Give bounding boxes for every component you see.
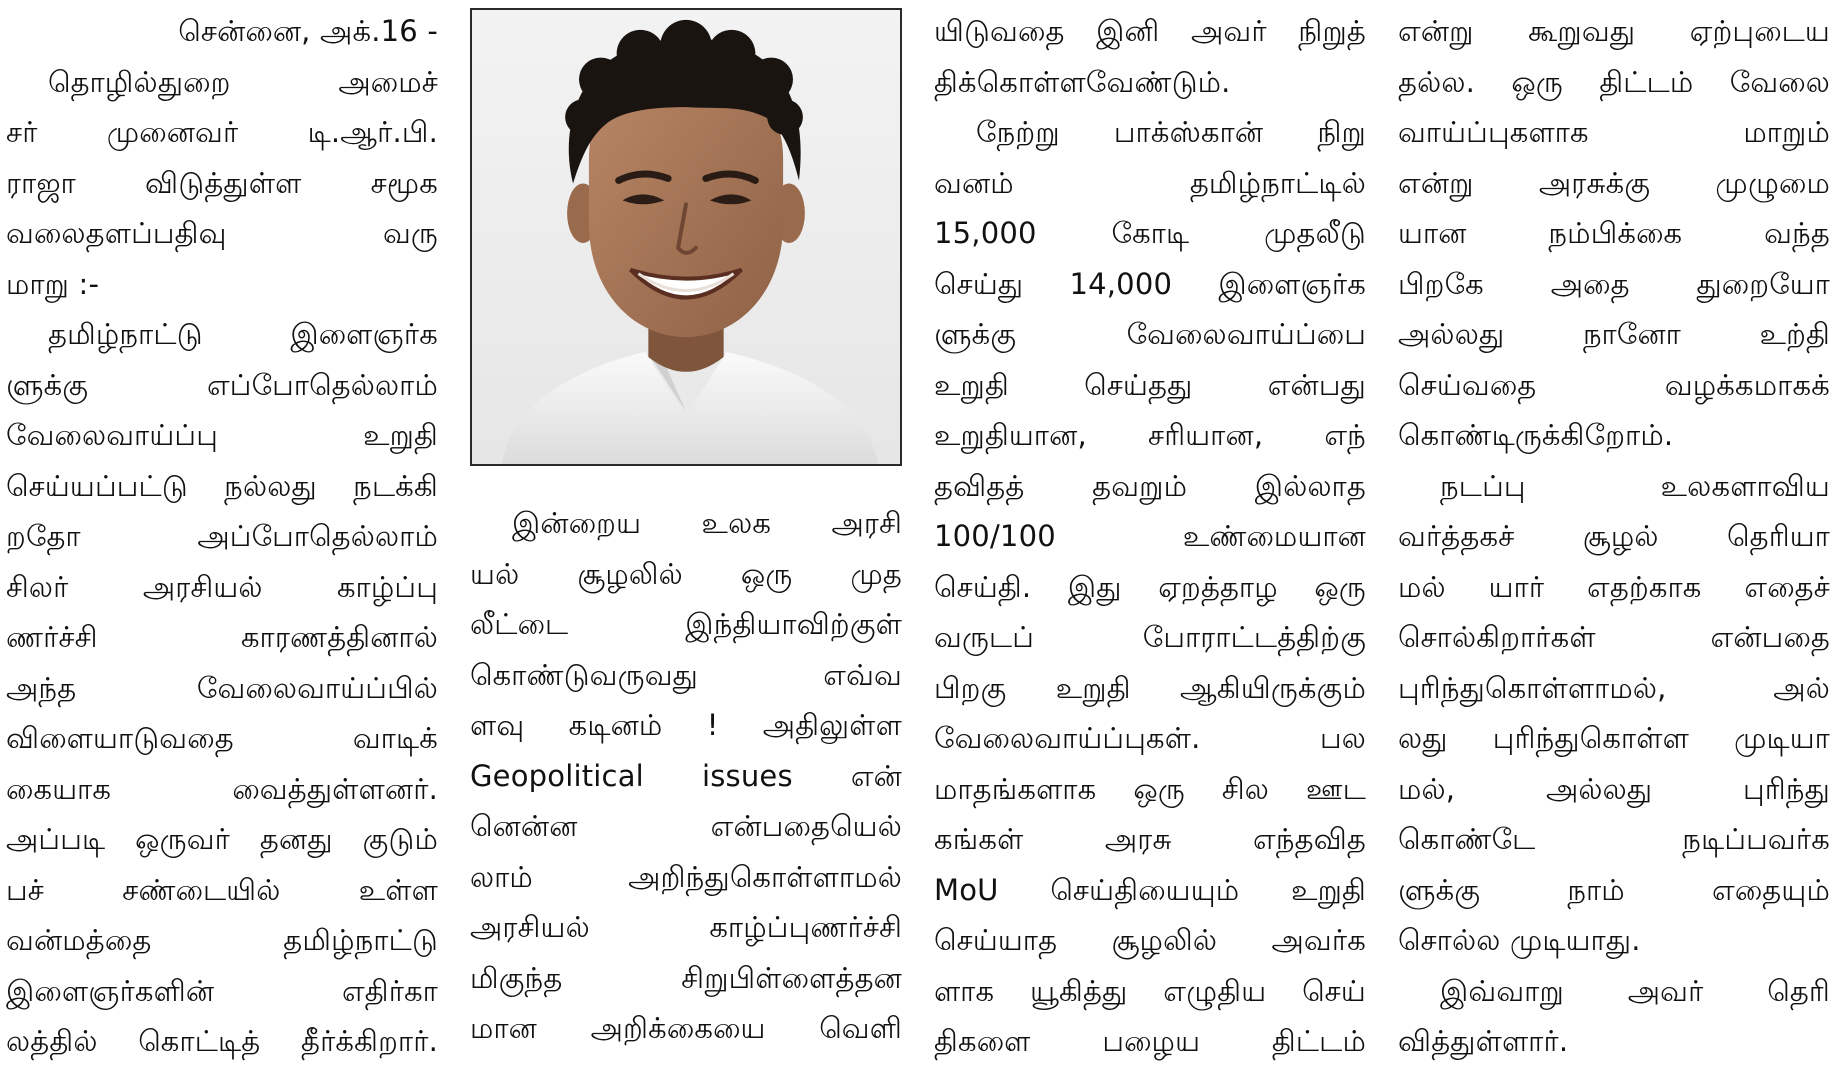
text-line: ளுக்கு எப்போதெல்லாம் (6, 367, 438, 402)
text-line: அல்லது நானோ உற்தி (1398, 317, 1830, 351)
text-line: சொல்ல முடியாது. (1398, 923, 1641, 957)
text-line: திகளை பழைய திட்டம் (934, 1024, 1366, 1058)
text-line: அப்படி ஒருவர் தனது குடும் (6, 822, 438, 856)
text-line: புரிந்துகொள்ளாமல், அல் (1398, 670, 1830, 705)
text-line: சர் முனைவர் டி.ஆர்.பி. (6, 115, 438, 149)
text-line: வேலைவாய்ப்புகள். பல (934, 721, 1366, 755)
article-column-4 (1398, 6, 1830, 1067)
text-line: கொண்டுவருவது எவ்வ (470, 657, 902, 692)
text-line: வலைதளப்பதிவு வரு (6, 216, 438, 250)
text-line: வர்த்தகச் சூழல் தெரியா (1398, 519, 1830, 553)
text-line: பிறகு உறுதி ஆகியிருக்கும் (934, 670, 1366, 705)
text-line: செய்து 14,000 இளைஞர்க (934, 266, 1366, 301)
text-line: கங்கள் அரசு எந்தவித (934, 822, 1366, 856)
text-line: தவிதத் தவறும் இல்லாத (934, 468, 1366, 503)
text-line: மாறு :- (6, 266, 100, 301)
text-line: விளையாடுவதை வாடிக் (6, 721, 438, 755)
article-column-2 (470, 498, 902, 1054)
text-line: ளுக்கு வேலைவாய்ப்பை (934, 317, 1366, 351)
text-line: அரசியல் காழ்ப்புணர்ச்சி (470, 910, 902, 944)
text-line: இளைஞர்களின் எதிர்கா (6, 973, 438, 1008)
text-line: கொண்டிருக்கிறோம். (1398, 418, 1674, 452)
text-line: வேலைவாய்ப்பு உறுதி (6, 418, 438, 452)
text-line: அந்த வேலைவாய்ப்பில் (6, 670, 438, 705)
text-line: மல் யார் எதற்காக எதைச் (1398, 569, 1830, 604)
portrait-photo-icon (472, 10, 900, 464)
text-line: செய்தி. இது ஏறத்தாழ ஒரு (934, 569, 1366, 604)
text-line: றதோ அப்போதெல்லாம் (6, 519, 438, 553)
text-line: வனம் தமிழ்நாட்டில் (934, 165, 1366, 200)
text-line: லீட்டை இந்தியாவிற்குள் (470, 607, 902, 641)
text-line: யல் சூழலில் ஒரு முத (470, 556, 902, 591)
text-line: 15,000 கோடி முதலீடு (934, 216, 1366, 250)
portrait-photo (470, 8, 902, 466)
text-line: யிடுவதை இனி அவர் நிறுத் (934, 14, 1366, 48)
text-line: மல், அல்லது புரிந்து (1398, 771, 1830, 806)
article-column-1 (6, 6, 438, 1067)
text-line: நடப்பு உலகளாவிய (1440, 468, 1830, 503)
text-line: செய்யாத சூழலில் அவர்க (934, 923, 1366, 957)
text-line: லாம் அறிந்துகொள்ளாமல் (470, 859, 902, 894)
text-line: 100/100 உண்மையான (934, 519, 1366, 553)
text-line: லத்தில் கொட்டித் தீர்க்கிறார். (6, 1024, 438, 1058)
text-line: செய்யப்பட்டு நல்லது நடக்கி (6, 468, 438, 503)
text-line: Geopolitical issues என் (470, 758, 902, 793)
text-line: நேற்று பாக்ஸ்கான் நிறு (976, 115, 1366, 149)
text-line: சொல்கிறார்கள் என்பதை (1398, 620, 1830, 654)
text-line: ளவு கடினம் ! அதிலுள்ள (470, 708, 902, 742)
text-line: சிலர் அரசியல் காழ்ப்பு (6, 569, 438, 604)
text-line: திக்கொள்ளவேண்டும். (934, 64, 1231, 99)
text-line: லது புரிந்துகொள்ள முடியா (1398, 721, 1830, 755)
text-line: ணர்ச்சி காரணத்தினால் (6, 620, 438, 654)
dateline: சென்னை, அக்.16 - (178, 14, 438, 48)
text-line: மிகுந்த சிறுபிள்ளைத்தன (470, 960, 902, 995)
text-line: கொண்டே நடிப்பவர்க (1398, 822, 1830, 856)
text-line: மான அறிக்கையை வெளி (470, 1011, 902, 1045)
text-line: இன்றைய உலக அரசி (512, 506, 902, 540)
text-line: கையாக வைத்துள்ளனர். (6, 771, 438, 806)
text-line: உறுதி செய்தது என்பது (934, 367, 1366, 402)
article-column-3 (934, 6, 1366, 1067)
text-line: மாதங்களாக ஒரு சில ஊட (934, 771, 1366, 806)
text-line: வன்மத்தை தமிழ்நாட்டு (6, 923, 438, 957)
text-line: ளுக்கு நாம் எதையும் (1398, 872, 1830, 907)
text-line: MoU செய்தியையும் உறுதி (934, 872, 1366, 907)
text-line: வித்துள்ளார். (1398, 1024, 1569, 1058)
text-line: பிறகே அதை துறையோ (1398, 266, 1830, 301)
text-line: னென்ன என்பதையெல் (470, 809, 902, 843)
text-line: வாய்ப்புகளாக மாறும் (1398, 115, 1830, 149)
text-line: செய்வதை வழக்கமாகக் (1398, 367, 1830, 402)
text-line: தமிழ்நாட்டு இளைஞர்க (48, 317, 438, 351)
text-line: என்று கூறுவது ஏற்புடைய (1398, 14, 1830, 48)
text-line: என்று அரசுக்கு முழுமை (1398, 165, 1830, 200)
text-line: தல்ல. ஒரு திட்டம் வேலை (1398, 64, 1830, 99)
text-line: உறுதியான, சரியான, எந் (934, 418, 1366, 452)
text-line: ளாக யூகித்து எழுதிய செய் (934, 973, 1366, 1008)
text-line: இவ்வாறு அவர் தெரி (1440, 973, 1830, 1008)
text-line: யான நம்பிக்கை வந்த (1398, 216, 1830, 250)
text-line: பச் சண்டையில் உள்ள (6, 872, 438, 907)
text-line: தொழில்துறை அமைச் (48, 64, 438, 99)
text-line: ராஜா விடுத்துள்ள சமூக (6, 165, 438, 200)
text-line: வருடப் போராட்டத்திற்கு (934, 620, 1366, 654)
